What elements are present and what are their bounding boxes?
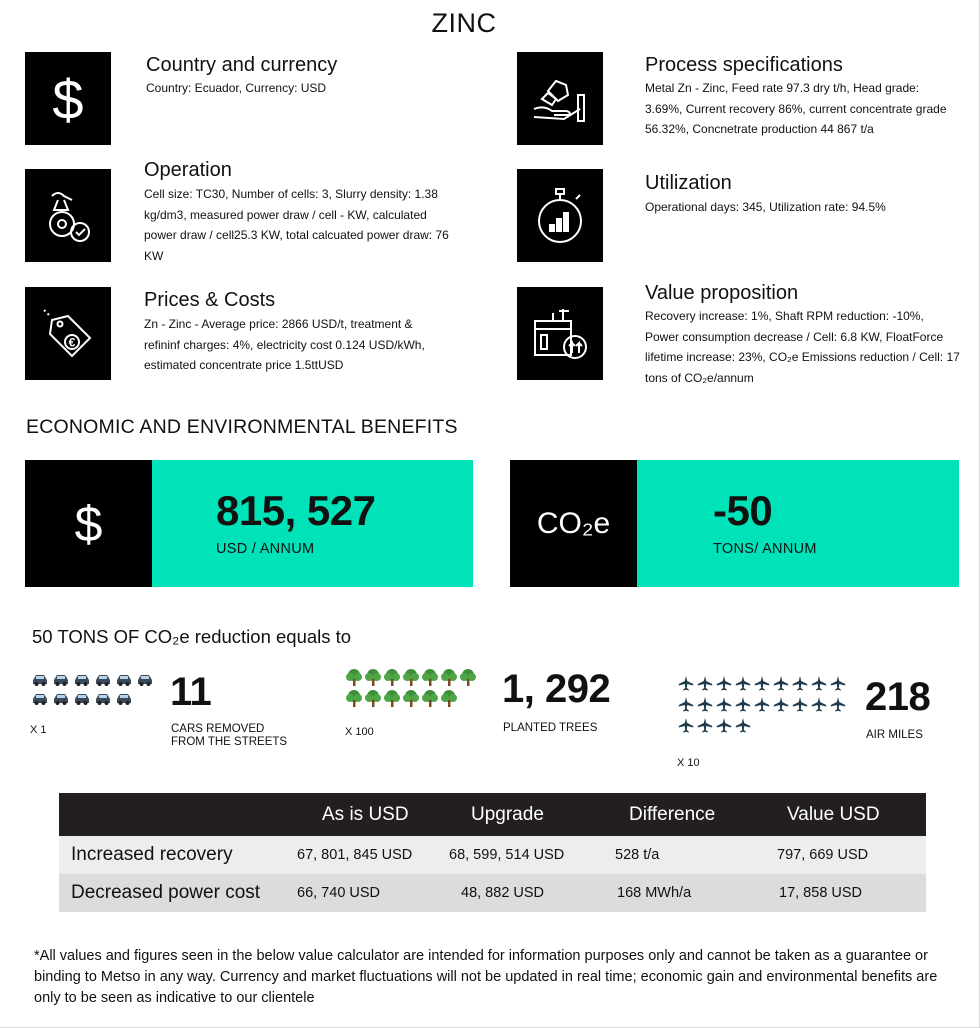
stopwatch-chart-icon	[517, 169, 603, 262]
dollar-icon: $	[25, 460, 152, 587]
airplane-icon	[829, 696, 847, 715]
benefits-heading: ECONOMIC AND ENVIRONMENTAL BENEFITS	[26, 416, 458, 438]
tree-icon	[402, 689, 420, 708]
planes-value: 218	[865, 675, 931, 719]
svg-text:€: €	[68, 335, 76, 349]
tree-icon	[459, 668, 477, 687]
airplane-icon	[753, 696, 771, 715]
money-benefit-card	[25, 460, 473, 587]
tree-icon	[421, 668, 439, 687]
tree-icon	[345, 668, 363, 687]
table-header-as-is: As is USD	[297, 793, 449, 836]
country-text: Country: Ecuador, Currency: USD	[146, 81, 327, 95]
cell-difference: 168 MWh/a	[609, 874, 769, 912]
airplane-icon	[677, 717, 695, 736]
car-icon	[30, 689, 50, 706]
cell-as-is: 66, 740 USD	[297, 874, 449, 912]
trees-value: 1, 292	[502, 667, 611, 711]
value-title: Value proposition	[645, 282, 799, 304]
utilization-text: Operational days: 345, Utilization rate: 94.5%	[645, 200, 886, 214]
dollar-icon	[25, 52, 111, 145]
operation-text: Cell size: TC30, Number of cells: 3, Slurry density: 1.38 kg/dm3, measured power draw / cell - KW, calculated power draw / cell25.3 KW, total calcuated power draw: 76 KW	[144, 187, 449, 263]
co2-benefit-value: -50	[713, 487, 773, 534]
airplane-icon	[677, 675, 695, 694]
airplane-icon	[677, 696, 695, 715]
table-header-difference: Difference	[609, 793, 769, 836]
cars-icon-grid	[30, 670, 155, 706]
prices-title: Prices & Costs	[144, 289, 276, 311]
money-benefit-unit: USD / ANNUM	[216, 541, 315, 557]
airplane-icon	[696, 696, 714, 715]
car-icon	[135, 670, 155, 687]
car-icon	[51, 670, 71, 687]
tree-icon	[383, 668, 401, 687]
airplane-icon	[715, 696, 733, 715]
airplane-icon	[772, 696, 790, 715]
trees-multiplier: X 100	[345, 726, 374, 738]
cell-as-is: 67, 801, 845 USD	[297, 836, 449, 874]
car-icon	[72, 670, 92, 687]
airplane-icon	[734, 696, 752, 715]
tree-icon	[421, 689, 439, 708]
cell-difference: 528 t/a	[609, 836, 769, 874]
country-title: Country and currency	[146, 54, 338, 76]
operation-title: Operation	[144, 159, 232, 181]
co2-icon: CO₂e	[510, 460, 637, 587]
table-header-upgrade: Upgrade	[449, 793, 609, 836]
prices-text: Zn - Zinc - Average price: 2866 USD/t, treatment & refininf charges: 4%, electricity cost 0.124 USD/kWh, estimated concentrate price 1.5ttUSD	[144, 317, 425, 372]
table-header-row	[59, 793, 926, 836]
table-row	[59, 836, 926, 874]
table-header-value: Value USD	[769, 793, 926, 836]
airplane-icon	[753, 675, 771, 694]
car-icon	[30, 670, 50, 687]
utilization-title: Utilization	[645, 172, 732, 194]
planes-multiplier: X 10	[677, 757, 700, 769]
airplane-icon	[791, 696, 809, 715]
trees-icon-grid	[345, 668, 477, 708]
disclaimer: *All values and figures seen in the below value calculator are intended for information purposes only and cannot be taken as a guarantee or binding to Metso in any way. Currency and market fluctuations will not be updated in real time; economic gain and environmental benefits are only to be seen as indicative to our clientele	[34, 948, 938, 1006]
airplane-icon	[696, 675, 714, 694]
airplane-icon	[734, 675, 752, 694]
equivalents-heading: 50 TONS OF CO₂e reduction equals to	[32, 626, 352, 647]
money-benefit-value: 815, 527	[216, 487, 376, 534]
tree-icon	[345, 689, 363, 708]
airplane-icon	[810, 675, 828, 694]
tree-icon	[383, 689, 401, 708]
tree-icon	[440, 668, 458, 687]
ore-in-hand-icon	[517, 52, 603, 145]
page-title: ZINC	[431, 8, 497, 38]
car-icon	[51, 689, 71, 706]
car-icon	[72, 689, 92, 706]
cars-value: 11	[170, 670, 212, 714]
flotation-cell-icon	[25, 169, 111, 262]
car-icon	[93, 670, 113, 687]
euro-price-tag-icon	[25, 287, 111, 380]
row-label: Decreased power cost	[59, 874, 297, 912]
airplane-icon	[696, 717, 714, 736]
airplane-icon	[829, 675, 847, 694]
planes-icon-grid	[677, 675, 847, 736]
svg-text:$: $	[52, 67, 84, 131]
row-label: Increased recovery	[59, 836, 297, 874]
trees-label: PLANTED TREES	[503, 722, 598, 734]
cell-upgrade: 48, 882 USD	[449, 874, 609, 912]
process-title: Process specifications	[645, 54, 843, 76]
table-row	[59, 874, 926, 912]
airplane-icon	[772, 675, 790, 694]
value-text: Recovery increase: 1%, Shaft RPM reduction: -10%, Power consumption decrease / Cell: 6.8 KW, FloatForce lifetime increase: 23%, CO₂e Emissions reduction / Cell: 17 tons of CO₂e/annum	[645, 309, 960, 385]
airplane-icon	[810, 696, 828, 715]
table-header-blank	[59, 793, 297, 836]
co2-benefit-card	[510, 460, 959, 587]
co2-benefit-unit: TONS/ ANNUM	[713, 541, 817, 557]
cars-label: CARS REMOVED FROM THE STREETS	[171, 723, 288, 748]
value-table	[59, 793, 926, 912]
plant-growth-icon	[517, 287, 603, 380]
tree-icon	[440, 689, 458, 708]
car-icon	[93, 689, 113, 706]
tree-icon	[402, 668, 420, 687]
airplane-icon	[715, 717, 733, 736]
cell-upgrade: 68, 599, 514 USD	[449, 836, 609, 874]
car-icon	[114, 689, 134, 706]
cell-value: 17, 858 USD	[769, 874, 926, 912]
tree-icon	[364, 689, 382, 708]
airplane-icon	[734, 717, 752, 736]
tree-icon	[364, 668, 382, 687]
planes-label: AIR MILES	[866, 729, 923, 741]
process-text: Metal Zn - Zinc, Feed rate 97.3 dry t/h, Head grade: 3.69%, Current recovery 86%, current concentrate grade 56.32%, Concnetrate production 44 867 t/a	[645, 81, 947, 136]
cars-multiplier: X 1	[30, 724, 47, 736]
car-icon	[114, 670, 134, 687]
cell-value: 797, 669 USD	[769, 836, 926, 874]
airplane-icon	[791, 675, 809, 694]
airplane-icon	[715, 675, 733, 694]
